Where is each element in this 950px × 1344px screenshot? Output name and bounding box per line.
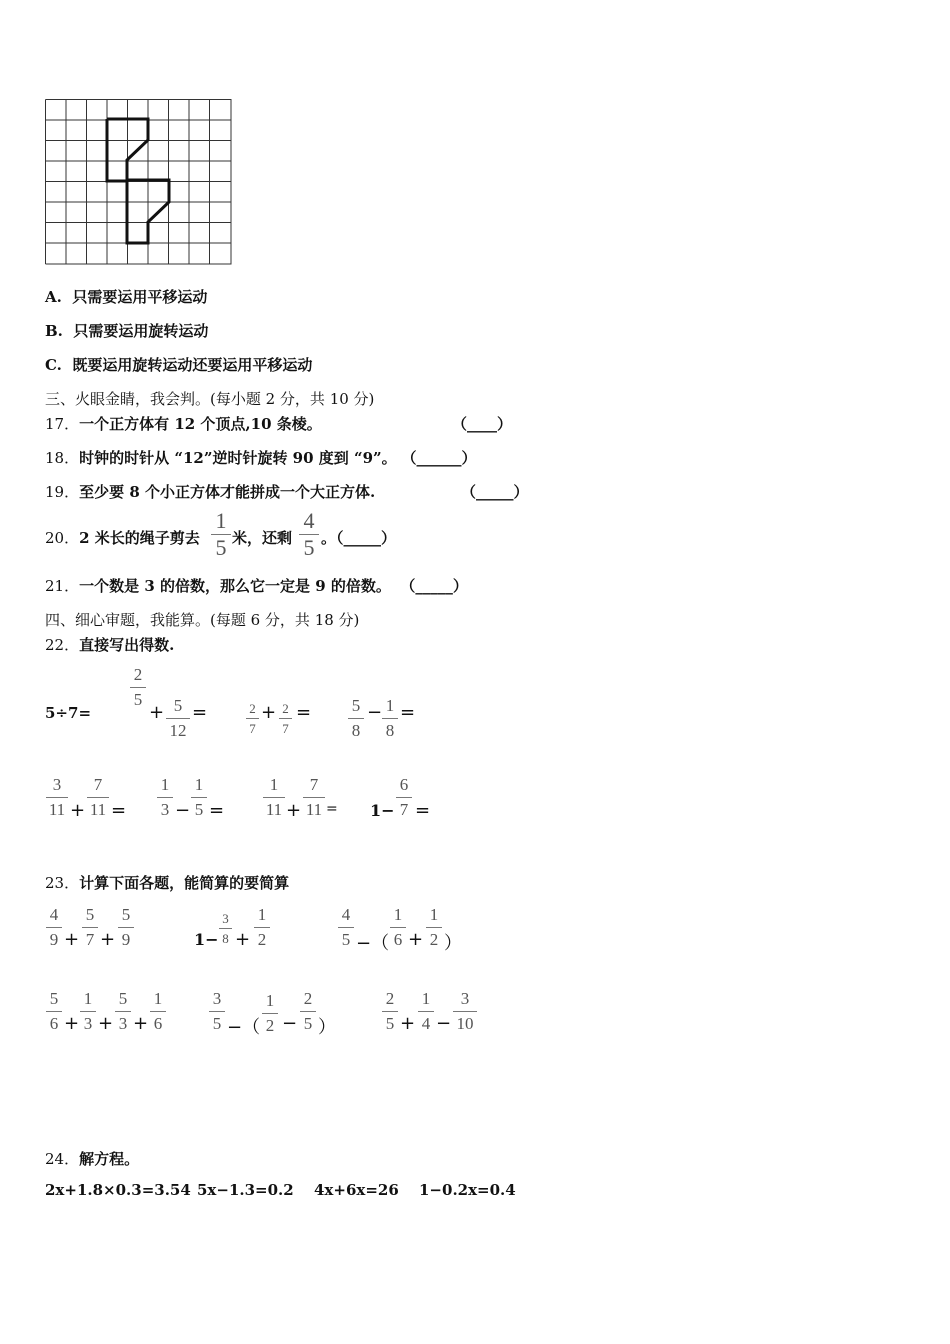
q23-e-op1: −（	[227, 1017, 261, 1038]
equation-3: 4x+6x=26	[314, 1181, 399, 1199]
q22-b-op: +	[149, 702, 165, 723]
q23-b-op1: +	[235, 929, 251, 950]
q22-g-frac2: 7 11	[303, 774, 325, 821]
q23-f-frac1: 2 5	[382, 988, 398, 1035]
question-18: 18．时钟的时针从 “12”逆时针旋转 90 度到 “9”。 （______）	[45, 449, 477, 467]
question-20: 20．2 米长的绳子剪去	[45, 529, 200, 547]
question-17-blank: （____）	[452, 415, 513, 433]
q22-d-frac2: 1 8	[382, 695, 398, 742]
q22-c-eq: =	[296, 702, 312, 723]
fraction-4-5: 4 5	[299, 509, 319, 560]
q22-h-eq: =	[415, 800, 431, 821]
q23-f-op1: +	[400, 1013, 416, 1034]
question-22: 22．直接写出得数.	[45, 636, 175, 654]
question-20-mid: 米，还剩	[232, 529, 293, 547]
q23-c-op2: +	[408, 929, 424, 950]
question-19-blank: （_____）	[461, 483, 529, 501]
section-3-title: 三、火眼金睛，我会判。(每小题 2 分，共 10 分)	[45, 390, 375, 408]
q23-a-op2: +	[100, 929, 116, 950]
grid-figure	[45, 99, 232, 265]
q22-g-eq: =	[326, 801, 338, 817]
question-23: 23．计算下面各题，能简算的要简算	[45, 874, 290, 892]
q22-e-frac2: 7 11	[87, 774, 109, 821]
q23-b-frac1: 3 8	[219, 910, 232, 947]
q23-c-frac1: 4 5	[338, 904, 354, 951]
question-17: 17．一个正方体有 12 个顶点,10 条棱。	[45, 415, 322, 433]
q23-a-op1: +	[64, 929, 80, 950]
q23-b-pre: 1−	[194, 930, 219, 949]
q23-f-frac2: 1 4	[418, 988, 434, 1035]
q22-f-eq: =	[209, 800, 225, 821]
question-24: 24．解方程。	[45, 1150, 140, 1168]
q23-d-frac3: 5 3	[115, 988, 131, 1035]
q22-c-op: +	[261, 702, 277, 723]
q23-d-frac2: 1 3	[80, 988, 96, 1035]
q22-h-frac1: 6 7	[396, 774, 412, 821]
q22-c-frac1: 2 7	[246, 700, 259, 737]
q22-f-op: −	[175, 800, 191, 821]
fraction-1-5: 1 5	[211, 509, 231, 560]
q23-d-frac4: 1 6	[150, 988, 166, 1035]
equation-4: 1−0.2x=0.4	[419, 1181, 516, 1199]
q23-e-op2: −	[282, 1013, 298, 1034]
option-c: C. 既要运用旋转运动还要运用平移运动	[45, 356, 313, 374]
question-19: 19．至少要 8 个小正方体才能拼成一个大正方体.	[45, 483, 376, 501]
q22-b-frac1: 2 5	[130, 664, 146, 711]
q23-d-frac1: 5 6	[46, 988, 62, 1035]
q22-item-a: 5÷7=	[45, 704, 92, 722]
q22-g-op: +	[286, 800, 302, 821]
option-a: A. 只需要运用平移运动	[45, 288, 208, 306]
equation-1: 2x+1.8×0.3=3.54	[45, 1181, 191, 1199]
q22-e-frac1: 3 11	[46, 774, 68, 821]
q23-b-frac2: 1 2	[254, 904, 270, 951]
q22-h-pre: 1−	[370, 801, 395, 820]
q23-d-op3: +	[133, 1013, 149, 1034]
q23-a-frac3: 5 9	[118, 904, 134, 951]
q22-d-eq: =	[400, 702, 416, 723]
q23-d-op1: +	[64, 1013, 80, 1034]
q22-f-frac2: 1 5	[191, 774, 207, 821]
q22-c-frac2: 2 7	[279, 700, 292, 737]
question-21: 21．一个数是 3 的倍数，那么它一定是 9 的倍数。 （_____）	[45, 577, 468, 595]
q23-e-frac1: 3 5	[209, 988, 225, 1035]
q23-e-frac2: 1 2	[262, 990, 278, 1037]
q23-e-post: ）	[318, 1017, 336, 1038]
figure-shape	[107, 119, 169, 243]
q23-d-op2: +	[98, 1013, 114, 1034]
q23-a-frac2: 5 7	[82, 904, 98, 951]
q22-e-eq: =	[111, 800, 127, 821]
question-20-post: 。（_____）	[321, 529, 397, 547]
q23-f-frac3: 3 10	[453, 988, 477, 1035]
q23-e-frac3: 2 5	[300, 988, 316, 1035]
q22-b-frac2: 5 12	[166, 695, 190, 742]
q22-b-eq: =	[192, 702, 208, 723]
q23-a-frac1: 4 9	[46, 904, 62, 951]
equation-2: 5x−1.3=0.2	[197, 1181, 294, 1199]
section-4-title: 四、细心审题，我能算。(每题 6 分，共 18 分)	[45, 611, 360, 629]
q22-g-frac1: 1 11	[263, 774, 285, 821]
q23-c-frac2: 1 6	[390, 904, 406, 951]
q22-e-op: +	[70, 800, 86, 821]
option-b: B. 只需要运用旋转运动	[45, 322, 209, 340]
q23-c-op1: −（	[356, 933, 390, 954]
q23-c-frac3: 1 2	[426, 904, 442, 951]
q23-c-post: ）	[444, 933, 462, 954]
q22-d-op: −	[367, 702, 383, 723]
q22-d-frac1: 5 8	[348, 695, 364, 742]
q23-f-op2: −	[436, 1013, 452, 1034]
q22-f-frac1: 1 3	[157, 774, 173, 821]
